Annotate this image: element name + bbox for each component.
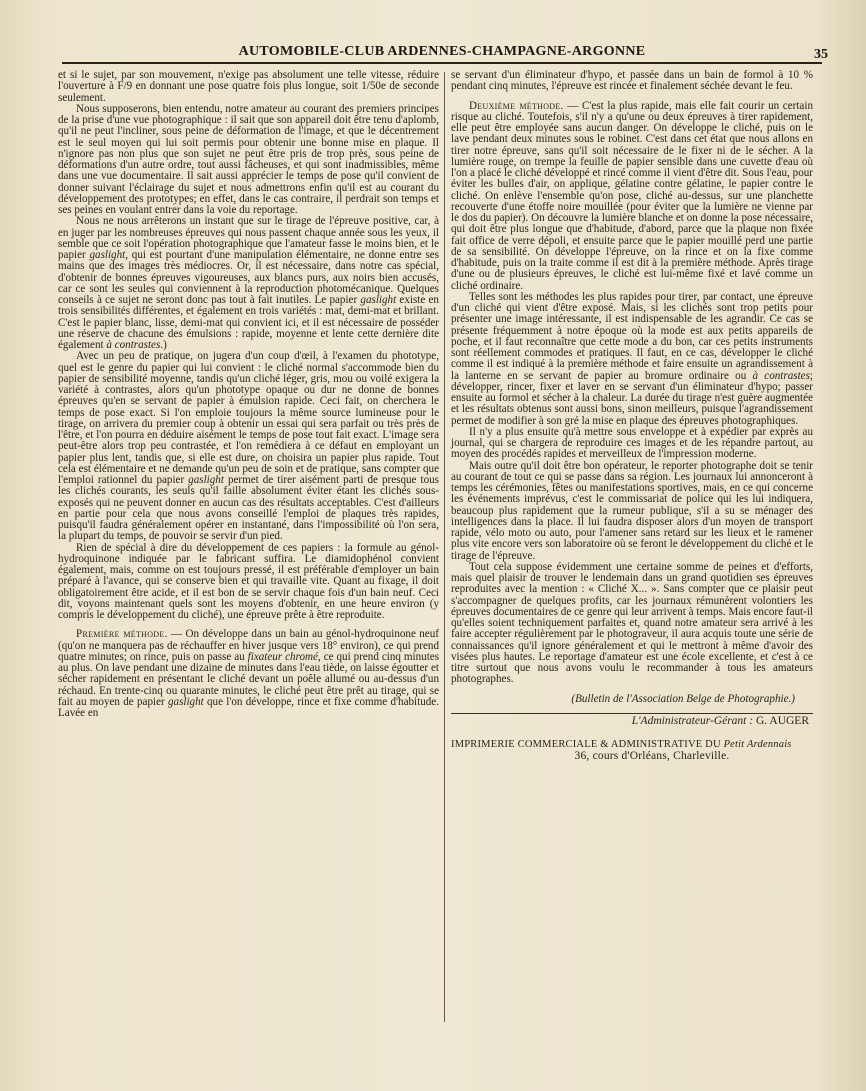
column-divider [444,72,445,1022]
paragraph: Avec un peu de pratique, on jugera d'un coup d'œil, à l'examen du phototype, quel est le genre du papier qui lui convient : le cliché normal s'accommode bien du papier de sensibilité moyenne, tandis qu'un cliché léger, gris, mou ou voilé exigera la variété à contrastes, alors qu'un phototype opaque ou dur ne donne de bonnes épreuves qu'en se servant de papier à émulsion rapide. Ceci fait, on cherchera le temps de pose exact. Si l'on emploie toujours la même source lumineuse pour le tirage, on arrivera du premier coup à obtenir un essai qui sera parfait ou très près de l'être, et l'on pourra en déduire aisément le temps de pose tout fait exact. L'image sera peut-être alors trop peu contrastée, et l'on remédiera à ce défaut en employant un papier plus lent, tandis que, si elle est dure, on choisira un papier plus rapide. Tout cela est élémentaire et ne demande qu'un peu de soin et de pratique, sans compter que l'emploi rationnel du papier gaslight permet de tirer aisément parti de presque tous les clichés courants, les seuls qu'il faille absolument éviter étant les clichés sous-exposés qui ne peuvent donner en aucun cas des résultats acceptables. C'est d'ailleurs en partie pour cela que nous avons conseillé l'emploi de plaques très rapides, puisqu'il faudra généralement opérer en instantané, dans l'impossibilité où l'on sera, la plupart du temps, de pouvoir se servir d'un pied. [58,350,439,543]
printer-imprint: IMPRIMERIE COMMERCIALE & ADMINISTRATIVE DU Petit Ardennais 36, cours d'Orléans, Charleville. [451,739,792,762]
paragraph: se servant d'un éliminateur d'hypo, et passée dans un bain de formol à 10 % pendant cinq minutes, l'épreuve est rincée et finalement séchée devant le feu. [451,69,813,93]
paragraph: Mais outre qu'il doit être bon opérateur, le reporter photographe doit se tenir au courant de tout ce qui se passe dans sa région. Les journaux lui annonceront à temps les cérémonies, fêtes ou manifestations sportives, mais, en ce qui concerne les événements imprévus, c'est le commissariat de police qui les lui indiquera, beaucoup plus rapidement que la rumeur publique, s'il a su se ménager des intelligences dans la place. Il lui faudra disposer alors d'un moyen de transport rapide, vélo moto ou auto, pour l'amener sans retard sur les lieux et le ramener plus vite encore vers son laboratoire où se feront le développement du cliché et le tirage de l'épreuve. [451,459,813,562]
administrator-line: L'Administrateur-Gérant : G. AUGER [631,714,809,727]
section-label: Deuxième méthode. [469,99,564,112]
paragraph: Nous ne nous arrêterons un instant que sur le tirage de l'épreuve positive, car, à en juger par les nombreuses épreuves qui nous passent chaque année sous les yeux, il semble que ce soit l'opération photographique que l'amateur fasse le moins bien, et le papier gaslight, qui est pourtant d'une manipulation élémentaire, ne donne entre ses mains que des images très médiocres. Or, il est nécessaire, dans notre cas spécial, d'obtenir de bonnes épreuves vigoureuses, aux blancs purs, aux noirs bien accusés, car ce sont les seules qui conviennent à la reproduction photomécanique. Quelques conseils à ce sujet ne seront donc pas tout à fait inutiles. Le papier gaslight existe en trois sensibilités différentes, et également en trois variétés : mat, demi-mat et brillant. C'est le papier blanc, lisse, demi-mat qui convient ici, et il est nécessaire de posséder une réserve de chacune des émulsions : rapide, moyenne et lente cette dernière dite également à contrastes.) [58,215,439,351]
left-column [58,70,439,1080]
footer-rule [451,713,813,714]
paragraph: Tout cela suppose évidemment une certaine somme de peines et d'efforts, mais quel plaisir de trouver le lendemain dans un grand quotidien ses épreuves reproduites avec la mention : « Cliché X... ». Sans compter que ce plaisir peut s'accompagner de quelques profits, car les journaux rémunèrent volontiers les épreuves documentaires de ce genre qui leur arrivent à temps. Mais encore faut-il qu'elles soient techniquement parfaites et, quand notre amateur sera arrivé à les faire accepter régulièrement par le photograveur, il aura acquis toute une série de connaissances qu'il ignore généralement et qui le mettront à même d'avoir des visées plus hautes. Le reportage d'amateur est une école excellente, et c'est à ce titre surtout que nous avons voulu le recommander à tous les amateurs photographes. [451,560,813,686]
paragraph: Telles sont les méthodes les plus rapides pour tirer, par contact, une épreuve d'un cliché qui vient d'être exposé. Mais, si les clichés sont trop petits pour présenter une image intéressante, il est indispensable de les agrandir. Ce cas se présente fréquemment à notre époque où la mode est aux petits appareils de poche, et il faut reconnaître que cette mode a du bon, car ces petits instruments sont réellement commodes et pratiques. Il faut, en ce cas, développer le cliché comme il est indiqué à la première méthode et faire ensuite un agrandissement à la lanterne en se servant de papier au bromure ordinaire ou à contrastes; développer, rincer, fixer et laver en se servant d'un éliminateur d'hypo; passer ensuite au formol et sécher à la chaleur. La durée du tirage n'est guère augmentée et les résultats obtenus sont aussi bons, sinon meilleurs, puisque l'agrandissement permet de modifier à son gré la mise en plaque des épreuves photographiques. [451,290,813,427]
journal-title: AUTOMOBILE-CLUB ARDENNES-CHAMPAGNE-ARGONNE [238,44,646,59]
paragraph: et si le sujet, par son mouvement, n'exige pas absolument une telle vitesse, réduire l'ouverture à F/9 en donnant une pose quatre fois plus longue, soit 1/50e de seconde seulement. [58,69,439,104]
paragraph: Rien de spécial à dire du développement de ces papiers : la formule au génol-hydroquinone indiquée par le fabricant suffira. Le diamidophénol convient également, mais, comme on est toujours pressé, il est préférable d'employer un bain préparé à l'avance, qui se conserve bien et qui travaille vite. Quant au fixage, il doit obligatoirement être acide, et il est bon de se servir chaque fois d'un bain neuf. Ceci dit, voyons maintenant quels sont les moyens d'obtenir, en une heure environ (y compris le développement du cliché), une épreuve prête à être reproduite. [58,541,439,621]
section-label: Première méthode. [76,628,168,641]
header-rule [62,62,822,64]
paragraph: Deuxième méthode. — C'est la plus rapide, mais elle fait courir un certain risque au cliché. Toutefois, s'il n'y a qu'une ou deux épreuves à tirer rapidement, elle peut être employée sans aucun danger. On développe le cliché, puis on le lave pendant deux minutes sous le robinet. C'est dans cet état que nous allons en tirer notre épreuve, sans qu'il soit nécessaire de le fixer ni de le sécher. A la lumière rouge, on trempe la feuille de papier sensible dans une cuvette d'eau où l'on a placé le cliché développé et rincé comme il vient d'être dit. Sous l'eau, pour éviter les bulles d'air, on applique, gélatine contre gélatine, le papier contre le cliché. On enlève l'ensemble qu'on pose, cliché au-dessus, sur une planchette recouverte d'une étoffe noire mouillée (pour éviter que la lumière ne vienne par le dos du papier). On découvre la lumière blanche et on donne la pose nécessaire, qui doit être plus longue que d'habitude, d'abord, parce que la plaque non fixée fait office de verre dépoli, et ensuite parce que le papier mouillé perd une partie de sa sensibilité. On développe l'épreuve, on la rince et on la fixe comme d'habitude, puis on la traite comme il est dit à la première méthode. Après tirage d'une ou de plusieurs épreuves, le cliché est lui-même fixé et lavé comme un cliché ordinaire. [451,99,813,292]
paragraph: Nous supposerons, bien entendu, notre amateur au courant des premiers principes de la prise d'une vue photographique : il sait que son appareil doit être tenu d'aplomb, qu'il ne peut l'incliner, sous peine de déformation de l'image, et que le décentrement est le seul moyen qui lui soit permis pour obtenir une bonne mise en plaque. Il n'ignore pas non plus que son sujet ne peut être pris de trop près, sous peine de déformations d'un autre ordre, tout aussi fâcheuses, et qui sont inadmissibles, même dans une vue documentaire. Il sait aussi apprécier le temps de pose qu'il convient de donner suivant l'éclairage du sujet et nous admettrons enfin qu'il est au courant du développement des prototypes; en effet, dans le cas contraire, il perdrait son temps et ses peines en voulant entrer dans la voie du reportage. [58,102,439,216]
running-header [62,44,828,66]
right-column [451,70,813,1080]
page-number: 35 [814,47,828,62]
paragraph: Il n'y a plus ensuite qu'à mettre sous enveloppe et à expédier par exprès au journal, qui se chargera de reproduire ces images et de les répandre partout, au moyen des procédés rapides et merveilleux de l'impression moderne. [451,425,813,461]
source-citation: (Bulletin de l'Association Belge de Photographie.) [571,692,795,705]
paragraph: Première méthode. — On développe dans un bain au génol-hydroquinone neuf (qu'on ne manquera pas de réchauffer en hiver jusque vers 18° environ), ce qui prend quatre minutes; on rince, puis on passe au fixateur chromé, ce qui prend cinq minutes au plus. On lave pendant une dizaine de minutes dans l'eau tiède, on laisse égoutter et sécher rapidement en présentant le cliché devant un poêle allumé ou au-dessus d'un réchaud. En trente-cinq ou quarante minutes, le cliché peut être prêt au tirage, qui se fait au moyen de papier gaslight que l'on développe, rince et fixe comme d'habitude. Lavée en [58,628,440,719]
